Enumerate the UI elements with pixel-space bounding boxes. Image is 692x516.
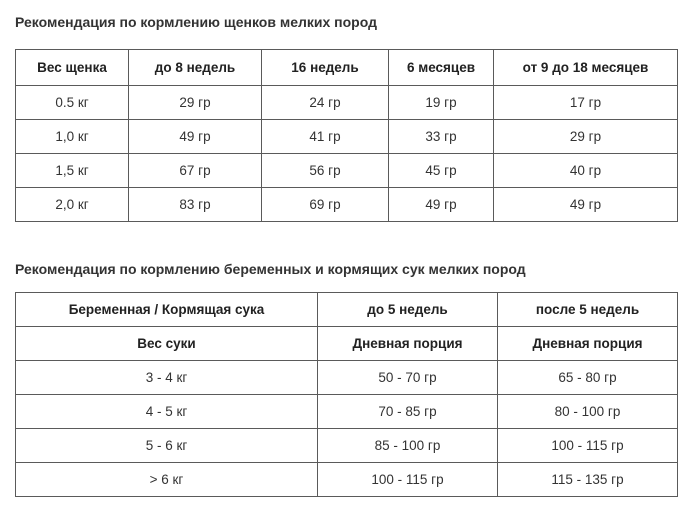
table-cell: 4 - 5 кг (16, 395, 318, 429)
table-cell: 17 гр (494, 86, 678, 120)
table-cell: 69 гр (262, 188, 389, 222)
table-cell: 56 гр (262, 154, 389, 188)
header-cell-dog-weight: Вес суки (16, 327, 318, 361)
table-cell: 115 - 135 гр (498, 463, 678, 497)
puppy-table-title: Рекомендация по кормлению щенков мелких пород (15, 14, 377, 30)
table-cell: 49 гр (389, 188, 494, 222)
table-header-row (16, 50, 678, 86)
table-cell: 33 гр (389, 120, 494, 154)
header-cell-after-5-weeks: после 5 недель (498, 293, 678, 327)
table-row (16, 86, 678, 120)
header-cell-daily-portion: Дневная порция (318, 327, 498, 361)
table-cell: 67 гр (129, 154, 262, 188)
header-cell-dog-status: Беременная / Кормящая сука (16, 293, 318, 327)
table-cell: 45 гр (389, 154, 494, 188)
table-cell: 85 - 100 гр (318, 429, 498, 463)
table-cell: 65 - 80 гр (498, 361, 678, 395)
pregnant-table-title: Рекомендация по кормлению беременных и кормящих сук мелких пород (15, 261, 526, 277)
table-cell: 3 - 4 кг (16, 361, 318, 395)
table-cell: 50 - 70 гр (318, 361, 498, 395)
table-cell: 49 гр (494, 188, 678, 222)
header-cell-6-months: 6 месяцев (389, 50, 494, 86)
table-cell: 100 - 115 гр (498, 429, 678, 463)
table-row (16, 188, 678, 222)
table-cell: 70 - 85 гр (318, 395, 498, 429)
pregnant-feeding-table (15, 292, 678, 497)
table-cell: 24 гр (262, 86, 389, 120)
table-header-row (16, 293, 678, 327)
table-row (16, 154, 678, 188)
table-cell: 1,0 кг (16, 120, 129, 154)
header-cell-9-18-months: от 9 до 18 месяцев (494, 50, 678, 86)
header-cell-daily-portion: Дневная порция (498, 327, 678, 361)
table-cell: 83 гр (129, 188, 262, 222)
table-cell: 29 гр (129, 86, 262, 120)
table-cell: 49 гр (129, 120, 262, 154)
table-cell: 29 гр (494, 120, 678, 154)
table-row (16, 429, 678, 463)
table-row (16, 361, 678, 395)
table-row (16, 120, 678, 154)
table-row (16, 463, 678, 497)
table-subheader-row (16, 327, 678, 361)
table-cell: 100 - 115 гр (318, 463, 498, 497)
puppy-feeding-table (15, 49, 678, 222)
table-cell: > 6 кг (16, 463, 318, 497)
table-cell: 19 гр (389, 86, 494, 120)
table-cell: 40 гр (494, 154, 678, 188)
header-cell-weight: Вес щенка (16, 50, 129, 86)
table-cell: 41 гр (262, 120, 389, 154)
table-cell: 5 - 6 кг (16, 429, 318, 463)
table-cell: 0.5 кг (16, 86, 129, 120)
header-cell-up-to-5-weeks: до 5 недель (318, 293, 498, 327)
table-cell: 80 - 100 гр (498, 395, 678, 429)
table-cell: 2,0 кг (16, 188, 129, 222)
header-cell-8-weeks: до 8 недель (129, 50, 262, 86)
header-cell-16-weeks: 16 недель (262, 50, 389, 86)
table-cell: 1,5 кг (16, 154, 129, 188)
table-row (16, 395, 678, 429)
